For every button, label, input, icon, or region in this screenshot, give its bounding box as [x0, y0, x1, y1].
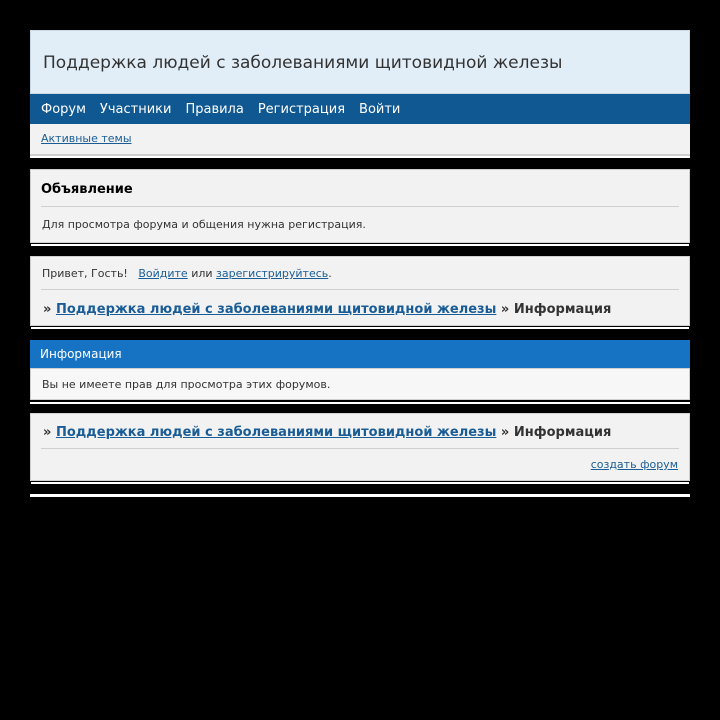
period-text: . — [328, 267, 332, 280]
breadcrumb-bottom — [43, 425, 611, 440]
page-end-line — [30, 494, 690, 497]
page-wrapper — [30, 30, 690, 471]
nav-rules[interactable]: Правила — [185, 101, 244, 117]
breadcrumb-forum-link[interactable]: Поддержка людей с заболеваниями щитовидной железы — [55, 302, 497, 317]
breadcrumb-sep: » — [43, 425, 52, 440]
info-body — [30, 368, 690, 400]
divider-line — [30, 156, 690, 158]
footer-divider — [41, 448, 679, 449]
breadcrumb-sep: » — [43, 302, 52, 317]
info-header — [30, 340, 690, 368]
create-forum-link[interactable]: создать форум — [590, 458, 678, 471]
breadcrumb-forum-link[interactable]: Поддержка людей с заболеваниями щитовидной железы — [55, 425, 497, 440]
breadcrumb-current: Информация — [513, 425, 612, 440]
welcome-panel — [30, 256, 690, 326]
breadcrumb-current: Информация — [513, 302, 612, 317]
breadcrumb — [43, 302, 611, 317]
announcement-panel — [30, 169, 690, 243]
nav-forum[interactable]: Форум — [41, 101, 86, 117]
nav-members[interactable]: Участники — [99, 101, 172, 117]
register-link[interactable]: зарегистрируйтесь — [216, 267, 329, 280]
main-nav — [30, 94, 690, 124]
greeting-text: Привет, Гость! — [42, 267, 128, 280]
or-text: или — [191, 267, 213, 280]
info-title: Информация — [40, 347, 122, 361]
info-message: Вы не имеете прав для просмотра этих форумов. — [42, 378, 331, 391]
nav-login[interactable]: Войти — [359, 101, 401, 117]
panel-bottom-line — [31, 327, 689, 329]
announcement-title: Объявление — [41, 182, 133, 197]
welcome-divider — [41, 289, 679, 290]
breadcrumb-sep: » — [500, 302, 510, 317]
breadcrumb-sep: » — [500, 425, 510, 440]
sub-nav — [30, 124, 690, 156]
footer-panel — [30, 413, 690, 481]
info-bottom-line — [30, 402, 690, 404]
login-link[interactable]: Войдите — [138, 267, 188, 280]
welcome-line — [42, 267, 332, 280]
panel-bottom-line — [31, 244, 689, 246]
announcement-text: Для просмотра форума и общения нужна регистрация. — [42, 218, 366, 231]
nav-register[interactable]: Регистрация — [257, 101, 346, 117]
site-header — [30, 30, 690, 94]
announcement-divider — [41, 206, 679, 207]
active-topics-link[interactable]: Активные темы — [41, 132, 132, 145]
panel-bottom-line — [31, 482, 689, 484]
site-title: Поддержка людей с заболеваниями щитовидной железы — [43, 53, 563, 73]
